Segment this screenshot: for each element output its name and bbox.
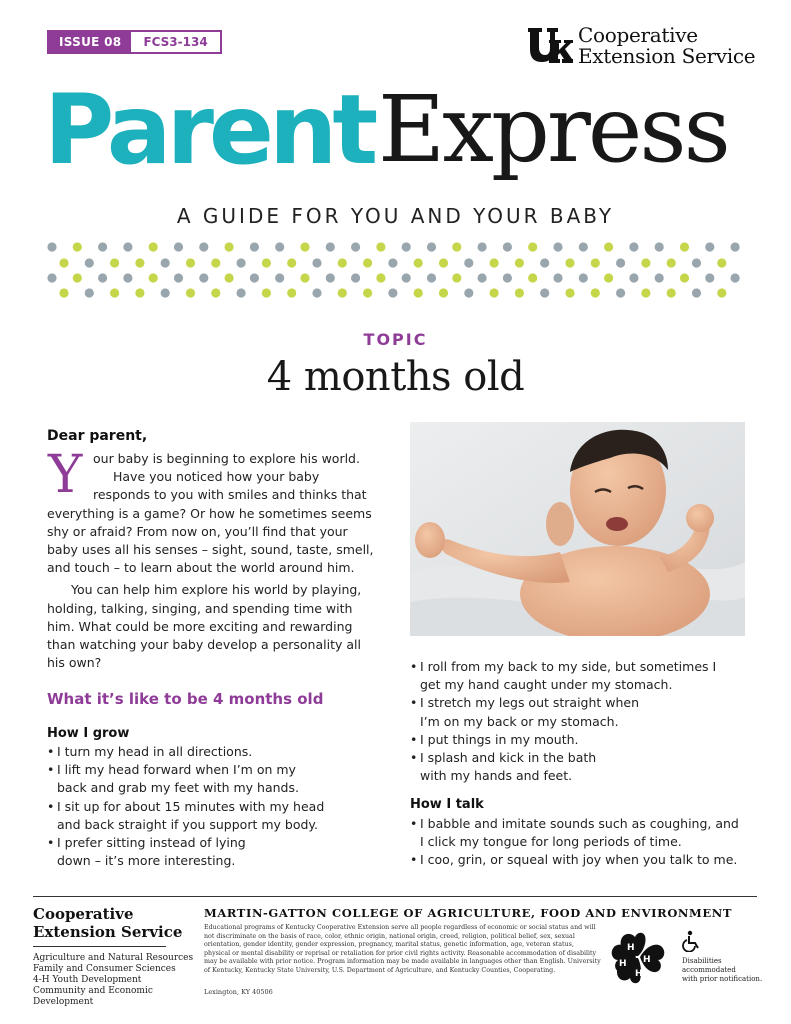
decorative-dot [85, 258, 94, 267]
talk-list [410, 815, 755, 870]
decorative-dot [73, 242, 82, 251]
decorative-dot [540, 288, 549, 297]
decorative-dot [579, 242, 588, 251]
decorative-dot [123, 242, 132, 251]
decorative-dot [312, 258, 321, 267]
decorative-dot [338, 288, 347, 297]
topic-label: TOPIC [363, 330, 428, 349]
issue-tag [47, 30, 222, 54]
decorative-dot [211, 288, 220, 297]
footer-college-name: MARTIN-GATTON COLLEGE OF AGRICULTURE, FOOD AND ENVIRONMENT [204, 906, 733, 920]
decorative-dot [237, 288, 246, 297]
decorative-dot [211, 258, 220, 267]
grow-list-continued [410, 658, 755, 785]
decorative-dot [565, 258, 574, 267]
issue-number: ISSUE 08 [49, 32, 131, 52]
decorative-dots [0, 238, 791, 298]
decorative-dot [287, 258, 296, 267]
masthead-express: Express [378, 76, 728, 183]
list-item: • I put things in my mouth. [410, 731, 755, 749]
masthead-parent: Parent [44, 74, 374, 186]
decorative-dot [427, 273, 436, 282]
decorative-dot [553, 242, 562, 251]
decorative-dot [705, 242, 714, 251]
decorative-dot [135, 288, 144, 297]
decorative-dot [604, 273, 613, 282]
decorative-dot [225, 242, 234, 251]
intro-line: our baby is beginning to explore his world. [93, 451, 360, 466]
decorative-dot [250, 242, 259, 251]
footer-org-line-2: Extension Service [33, 923, 183, 941]
decorative-dot [388, 258, 397, 267]
list-item: • I sit up for about 15 minutes with my head and back straight if you support my body. [47, 798, 342, 834]
decorative-dot [515, 288, 524, 297]
decorative-dot [616, 288, 625, 297]
footer-unit: 4-H Youth Development [33, 975, 142, 985]
decorative-dot [149, 273, 158, 282]
accessibility-line: with prior notification. [682, 975, 763, 983]
decorative-dot [110, 258, 119, 267]
decorative-dot [363, 288, 372, 297]
decorative-dot [503, 242, 512, 251]
uk-logo-icon [527, 26, 573, 66]
decorative-dot [110, 288, 119, 297]
decorative-dot [149, 242, 158, 251]
footer-org-divider [33, 946, 166, 947]
how-i-talk-heading: How I talk [410, 797, 484, 812]
decorative-dot [629, 242, 638, 251]
decorative-dot [300, 242, 309, 251]
svg-text:H: H [643, 955, 651, 965]
decorative-dot [490, 258, 499, 267]
decorative-dot [731, 242, 740, 251]
decorative-dot [225, 273, 234, 282]
4h-clover-icon [607, 928, 669, 986]
greeting: Dear parent, [47, 428, 148, 444]
svg-text:H: H [635, 969, 643, 979]
decorative-dot [300, 273, 309, 282]
decorative-dot [478, 273, 487, 282]
grow-list [47, 743, 387, 870]
decorative-dot [275, 273, 284, 282]
decorative-dot [604, 242, 613, 251]
decorative-dot [490, 288, 499, 297]
decorative-dot [503, 273, 512, 282]
list-item: • I babble and imitate sounds such as coughing, and I click my tongue for long periods of time. [410, 815, 740, 851]
footer-org-name [33, 905, 182, 941]
decorative-dot [692, 288, 701, 297]
decorative-dot [591, 288, 600, 297]
decorative-dot [402, 273, 411, 282]
decorative-dot [439, 258, 448, 267]
org-line-1: Cooperative [578, 23, 698, 47]
decorative-dot [186, 288, 195, 297]
decorative-dot [123, 273, 132, 282]
decorative-dot [641, 288, 650, 297]
decorative-dot [629, 273, 638, 282]
decorative-dot [616, 258, 625, 267]
decorative-dot [98, 273, 107, 282]
decorative-dot [199, 242, 208, 251]
decorative-dot [402, 242, 411, 251]
decorative-dot [478, 242, 487, 251]
list-item: • I stretch my legs out straight when I’m on my back or my stomach. [410, 694, 660, 730]
decorative-dot [199, 273, 208, 282]
decorative-dot [312, 288, 321, 297]
svg-text:H: H [627, 943, 635, 953]
wheelchair-icon [682, 930, 702, 952]
decorative-dot [731, 273, 740, 282]
org-line-2: Extension Service [578, 44, 756, 68]
decorative-dot [692, 258, 701, 267]
decorative-dot [579, 273, 588, 282]
baby-photo [410, 422, 745, 636]
decorative-dot [351, 273, 360, 282]
intro-text [47, 450, 382, 672]
tagline: A GUIDE FOR YOU AND YOUR BABY [176, 204, 615, 228]
decorative-dot [528, 242, 537, 251]
decorative-dot [705, 273, 714, 282]
how-i-grow-heading: How I grow [47, 726, 130, 741]
decorative-dot [275, 242, 284, 251]
decorative-dot [464, 258, 473, 267]
decorative-dot [262, 258, 271, 267]
decorative-dot [655, 273, 664, 282]
decorative-dot [414, 288, 423, 297]
list-item: • I prefer sitting instead of lying down – it’s more interesting. [47, 834, 272, 870]
decorative-dot [326, 273, 335, 282]
footer-org-line-1: Cooperative [33, 905, 134, 923]
decorative-dot [174, 242, 183, 251]
decorative-dot [667, 288, 676, 297]
list-item: • I turn my head in all directions. [47, 743, 387, 761]
intro-paragraph-rest: everything is a game? Or how he sometimes seems shy or afraid? From now on, you’ll find that your baby uses all his senses – sight, sound, taste, smell, and touch – to learn about the world around him. [47, 505, 374, 576]
decorative-dot [667, 258, 676, 267]
footer-divider [33, 896, 757, 897]
drop-cap: Y [48, 445, 83, 505]
decorative-dot [427, 242, 436, 251]
decorative-dot [641, 258, 650, 267]
decorative-dot [174, 273, 183, 282]
footer-unit: Family and Consumer Sciences [33, 964, 176, 974]
decorative-dot [287, 288, 296, 297]
footer-unit: Community and Economic Development [33, 986, 153, 1007]
decorative-dot [338, 258, 347, 267]
accessibility-line: Disabilities [682, 957, 722, 965]
topic-title: 4 months old [266, 354, 525, 400]
issue-code: FCS3-134 [143, 35, 208, 49]
decorative-dot [717, 288, 726, 297]
decorative-dot [250, 273, 259, 282]
accessibility-note [682, 957, 772, 984]
decorative-dot [326, 242, 335, 251]
decorative-dot [680, 273, 689, 282]
decorative-dot [439, 288, 448, 297]
decorative-dot [98, 242, 107, 251]
footer-unit: Agriculture and Natural Resources [33, 953, 194, 963]
decorative-dot [59, 288, 68, 297]
decorative-dot [414, 258, 423, 267]
decorative-dot [186, 258, 195, 267]
decorative-dot [135, 258, 144, 267]
decorative-dot [73, 273, 82, 282]
list-item: • I lift my head forward when I’m on my back and grab my feet with my hands. [47, 761, 312, 797]
decorative-dot [452, 273, 461, 282]
decorative-dot [565, 288, 574, 297]
decorative-dot [363, 258, 372, 267]
decorative-dot [717, 258, 726, 267]
decorative-dot [464, 288, 473, 297]
decorative-dot [452, 242, 461, 251]
decorative-dot [528, 273, 537, 282]
decorative-dot [59, 258, 68, 267]
decorative-dot [388, 288, 397, 297]
decorative-dot [540, 258, 549, 267]
footer-program-units [33, 953, 203, 1008]
list-item: • I coo, grin, or squeal with joy when you talk to me. [410, 851, 755, 869]
decorative-dot [680, 242, 689, 251]
cooperative-extension-header [578, 25, 755, 67]
footer-address: Lexington, KY 40506 [204, 988, 273, 996]
decorative-dot [85, 288, 94, 297]
decorative-dot [515, 258, 524, 267]
decorative-dot [376, 242, 385, 251]
decorative-dot [47, 273, 56, 282]
decorative-dot [161, 288, 170, 297]
decorative-dot [553, 273, 562, 282]
list-item: • I roll from my back to my side, but sometimes I get my hand caught under my stomach. [410, 658, 730, 694]
decorative-dot [655, 242, 664, 251]
list-item: • I splash and kick in the bath with my hands and feet. [410, 749, 620, 785]
decorative-dot [376, 273, 385, 282]
section-heading: What it’s like to be 4 months old [47, 690, 324, 708]
intro-line: Have you noticed how your baby [113, 469, 320, 485]
intro-line: responds to you with smiles and thinks that [93, 487, 367, 503]
accessibility-line: accommodated [682, 966, 736, 974]
decorative-dot [351, 242, 360, 251]
decorative-dot [237, 258, 246, 267]
decorative-dot [591, 258, 600, 267]
intro-paragraph-2: You can help him explore his world by playing, holding, talking, singing, and spending time with him. What could be more exciting and rewarding than watching your baby develop a personality all his own? [47, 582, 362, 671]
decorative-dot [47, 242, 56, 251]
footer-legal-text: Educational programs of Kentucky Cooperative Extension serve all people regardless of economic or social status and will not discriminate on the basis of race, color, ethnic origin, national origin, creed, religion, political belief, sex, sexual orientation, gender identity, gender expression, pregnancy, marital status, genetic information, age, veteran status, physical or mental disability or reprisal or retaliation for prior civil rights activity. Reasonable accommodation of disability may be available with prior notice. Program information may be made available in languages other than English. University of Kentucky, Kentucky State University, U.S. Department of Agriculture, and Kentucky Counties, Cooperating. [204, 924, 601, 974]
decorative-dot [161, 258, 170, 267]
svg-text:H: H [619, 959, 627, 969]
decorative-dot [262, 288, 271, 297]
